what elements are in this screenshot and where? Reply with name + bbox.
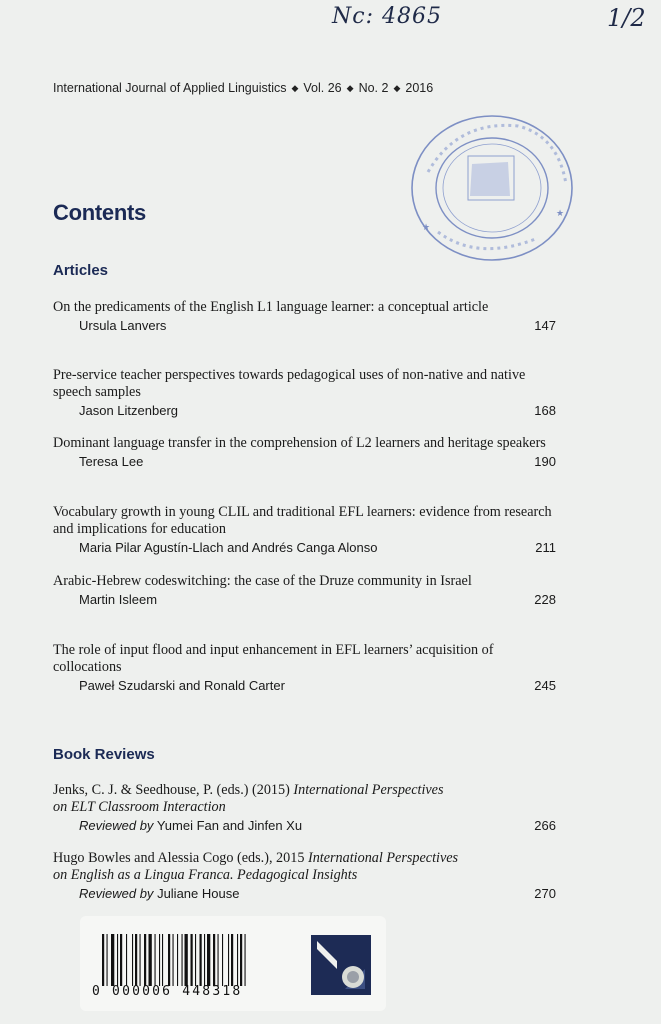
- review-book-title: International Perspectives: [293, 782, 444, 798]
- reviewed-by-label: Reviewed by: [79, 818, 154, 833]
- review-page: 270: [534, 886, 556, 901]
- journal-issue: No. 2: [358, 81, 389, 95]
- svg-text:★: ★: [556, 209, 565, 219]
- reviewed-by-label: Reviewed by: [79, 886, 154, 901]
- article-title: Pre-service teacher perspectives towards pedagogical uses of non-native and native speech samples: [53, 367, 526, 400]
- barcode-icon: [102, 934, 292, 986]
- article-title: Arabic-Hebrew codeswitching: the case of the Druze community in Israel: [53, 573, 472, 589]
- review-reviewers: [79, 885, 558, 902]
- review-citation: [53, 782, 558, 816]
- article-page: 228: [534, 592, 556, 607]
- articles-heading: Articles: [53, 262, 109, 279]
- article-page: 245: [534, 678, 556, 693]
- review-citation-authors: Jenks, C. J. & Seedhouse, P. (eds.) (2015): [53, 782, 290, 798]
- article-entry: [53, 299, 558, 334]
- review-citation-authors: Hugo Bowles and Alessia Cogo (eds.), 2015: [53, 850, 305, 866]
- article-page: 211: [535, 540, 556, 555]
- article-page: 190: [534, 454, 556, 469]
- article-authors: Ursula Lanvers: [79, 318, 167, 333]
- article-entry: [53, 573, 558, 608]
- library-logo-icon: [311, 935, 371, 995]
- review-entry: [53, 782, 558, 834]
- journal-year: 2016: [405, 81, 434, 95]
- article-entry: [53, 435, 558, 470]
- article-title: Dominant language transfer in the comprehension of L2 learners and heritage speakers: [53, 435, 546, 451]
- article-title: Vocabulary growth in young CLIL and traditional EFL learners: evidence from research and implications for education: [53, 504, 552, 537]
- article-page: 168: [534, 403, 556, 418]
- journal-name: International Journal of Applied Linguistics: [53, 81, 287, 95]
- article-title: The role of input flood and input enhancement in EFL learners’ acquisition of collocations: [53, 642, 494, 675]
- article-title: On the predicaments of the English L1 language learner: a conceptual article: [53, 299, 489, 315]
- reviewer-names: Juliane House: [157, 886, 240, 901]
- book-reviews-heading: Book Reviews: [53, 746, 155, 763]
- review-citation: [53, 850, 558, 884]
- barcode-label: [80, 916, 386, 1011]
- contents-title: Contents: [53, 200, 146, 225]
- review-reviewers: [79, 817, 558, 834]
- article-authors: Martin Isleem: [79, 592, 158, 607]
- review-book-title: International Perspectives: [307, 850, 459, 866]
- article-authors: Paweł Szudarski and Ronald Carter: [79, 678, 285, 693]
- handwritten-fraction: 1/2: [607, 4, 646, 32]
- article-entry: [53, 504, 558, 556]
- handwritten-reference-number: Nc: 4865: [332, 4, 442, 29]
- article-authors: Jason Litzenberg: [79, 403, 179, 418]
- journal-header: [53, 81, 433, 95]
- review-page: 266: [534, 818, 556, 833]
- svg-text:★: ★: [422, 223, 431, 233]
- article-authors: Maria Pilar Agustín-Llach and Andrés Canga Alonso: [79, 540, 378, 555]
- separator-icon: ◆: [346, 83, 354, 93]
- library-seal-icon: [408, 112, 576, 264]
- article-entry: [53, 642, 558, 694]
- review-book-title-continued: on ELT Classroom Interaction: [53, 799, 226, 815]
- reviewer-names: Yumei Fan and Jinfen Xu: [156, 818, 303, 833]
- review-book-title-continued: on English as a Lingua Franca. Pedagogical Insights: [53, 867, 358, 883]
- separator-icon: ◆: [393, 83, 401, 93]
- article-authors: Teresa Lee: [79, 454, 144, 469]
- journal-volume: Vol. 26: [303, 81, 342, 95]
- separator-icon: ◆: [291, 83, 299, 93]
- article-page: 147: [534, 318, 556, 333]
- review-entry: [53, 850, 558, 902]
- barcode-digits: 0 000006 448318: [92, 984, 243, 999]
- article-entry: [53, 367, 558, 419]
